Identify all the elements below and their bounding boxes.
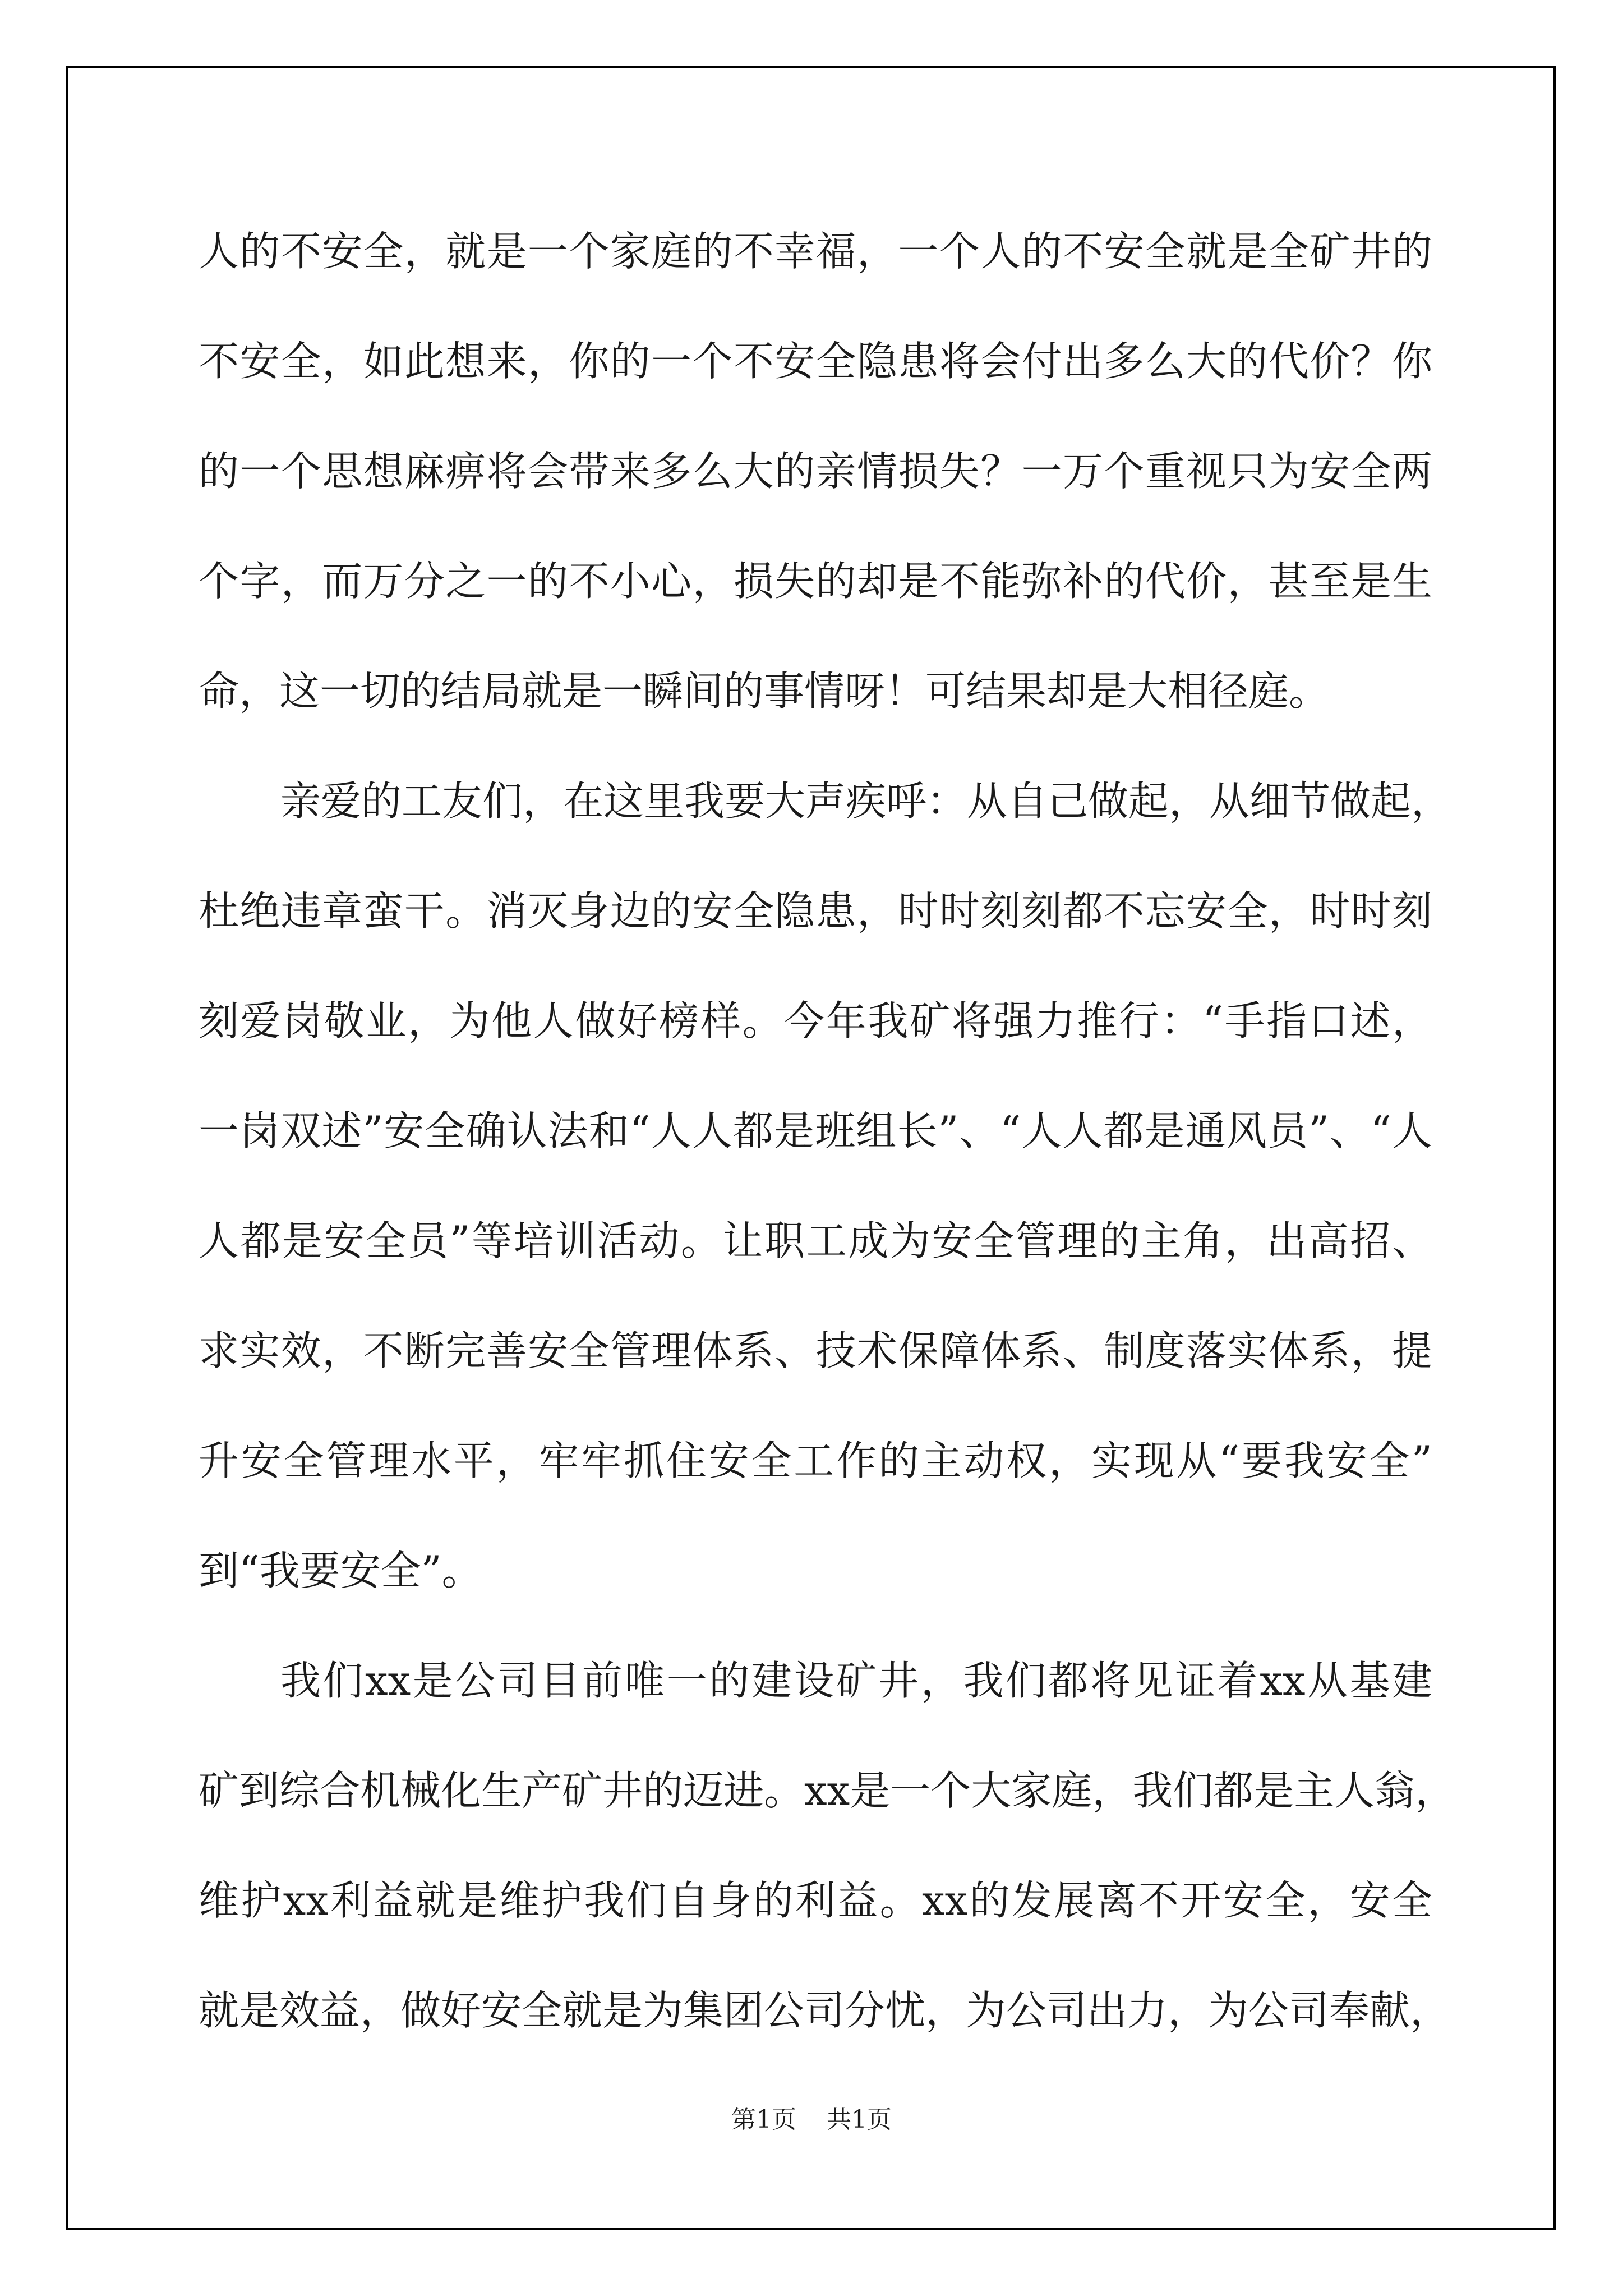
text-line: 到“我要安全”。 (199, 1547, 482, 1594)
text-line: 一岗双述”安全确认法和“人人都是班组长”、“人人都是通风员”、“人 (199, 1107, 1432, 1154)
page-number: 第1页 (731, 2105, 796, 2134)
text-line: 就是效益，做好安全就是为集团公司分忧，为公司出力，为公司奉献， (199, 1987, 1451, 2034)
page-footer (0, 2099, 1623, 2135)
page-total: 共1页 (827, 2105, 892, 2134)
text-line: 人的不安全，就是一个家庭的不幸福，一个人的不安全就是全矿井的 (199, 228, 1432, 275)
text-line: 不安全，如此想来，你的一个不安全隐患将会付出多么大的代价？你 (199, 338, 1432, 385)
text-line: 个字，而万分之一的不小心，损失的却是不能弥补的代价，甚至是生 (199, 558, 1432, 605)
text-line: 维护xx利益就是维护我们自身的利益。xx的发展离不开安全，安全 (199, 1877, 1432, 1924)
text-line: 的一个思想麻痹将会带来多么大的亲情损失？一万个重视只为安全两 (199, 448, 1432, 495)
text-line: 矿到综合机械化生产矿井的迈进。xx是一个大家庭，我们都是主人翁， (199, 1767, 1456, 1814)
text-line: 求实效，不断完善安全管理体系、技术保障体系、制度落实体系，提 (199, 1327, 1432, 1374)
text-line: 命，这一切的结局就是一瞬间的事情呀！可结果却是大相径庭。 (199, 668, 1330, 715)
text-line: 升安全管理水平，牢牢抓住安全工作的主动权，实现从“要我安全” (199, 1437, 1432, 1484)
text-line: 人都是安全员”等培训活动。让职工成为安全管理的主角，出高招、 (199, 1217, 1432, 1264)
text-line: 亲爱的工友们，在这里我要大声疾呼：从自己做起，从细节做起， (280, 777, 1452, 825)
text-line: 杜绝违章蛮干。消灭身边的安全隐患，时时刻刻都不忘安全，时时刻 (199, 887, 1432, 935)
text-line: 刻爱岗敬业，为他人做好榜样。今年我矿将强力推行：“手指口述， (199, 997, 1432, 1045)
text-line: 我们xx是公司目前唯一的建设矿井，我们都将见证着xx从基建 (280, 1657, 1432, 1704)
